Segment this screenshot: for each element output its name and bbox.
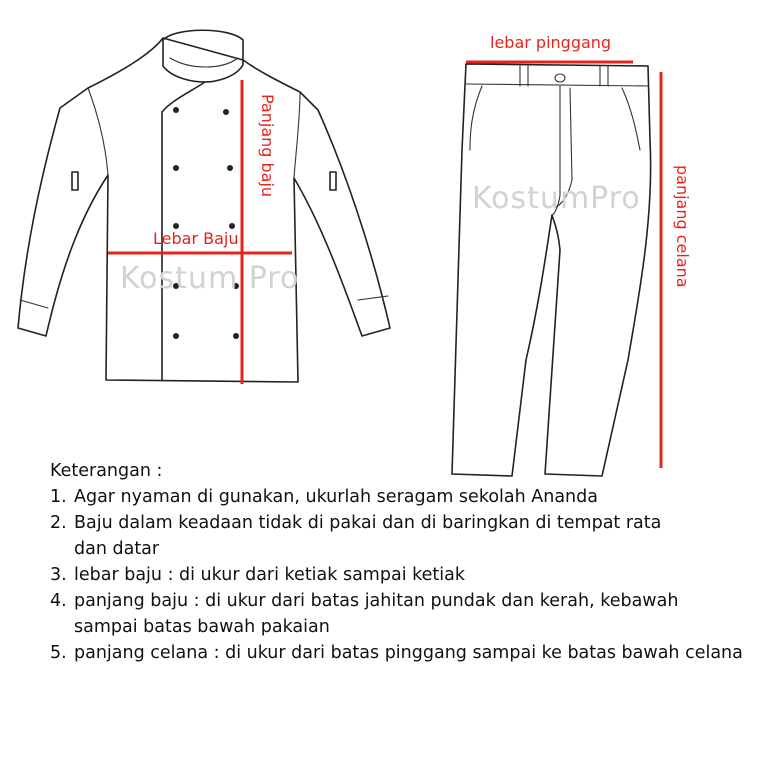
note-item xyxy=(50,588,690,640)
shirt-watermark: Kostum Pro xyxy=(120,261,300,296)
note-text: lebar baju : di ukur dari ketiak sampai ketiak xyxy=(74,565,465,585)
note-item xyxy=(50,562,770,588)
shirt-illustration xyxy=(18,30,390,384)
note-number: 2. xyxy=(50,513,67,533)
shirt-length-label: Panjang baju xyxy=(258,94,277,198)
pants-length-label: panjang celana xyxy=(673,165,692,288)
waist-width-label: lebar pinggang xyxy=(490,33,612,52)
note-item xyxy=(50,484,770,510)
note-number: 3. xyxy=(50,565,67,585)
note-text: panjang baju : di ukur dari batas jahitan pundak dan kerah, kebawah sampai batas bawah pakaian xyxy=(74,591,679,637)
note-number: 1. xyxy=(50,487,67,507)
note-item xyxy=(50,640,770,666)
notes-heading: Keterangan : xyxy=(50,461,163,481)
note-number: 5. xyxy=(50,643,67,663)
note-text: Baju dalam keadaan tidak di pakai dan di baringkan di tempat rata dan datar xyxy=(74,513,662,559)
note-text: Agar nyaman di gunakan, ukurlah seragam sekolah Ananda xyxy=(74,487,598,507)
pants-illustration xyxy=(452,33,692,476)
note-number: 4. xyxy=(50,591,67,611)
shirt-buttons xyxy=(173,107,239,339)
note-text: panjang celana : di ukur dari batas pinggang sampai ke batas bawah celana xyxy=(74,643,743,663)
pants-watermark: KostumPro xyxy=(472,181,641,216)
notes-section xyxy=(50,458,770,666)
shirt-width-label: Lebar Baju xyxy=(153,229,239,248)
note-item xyxy=(50,510,690,562)
